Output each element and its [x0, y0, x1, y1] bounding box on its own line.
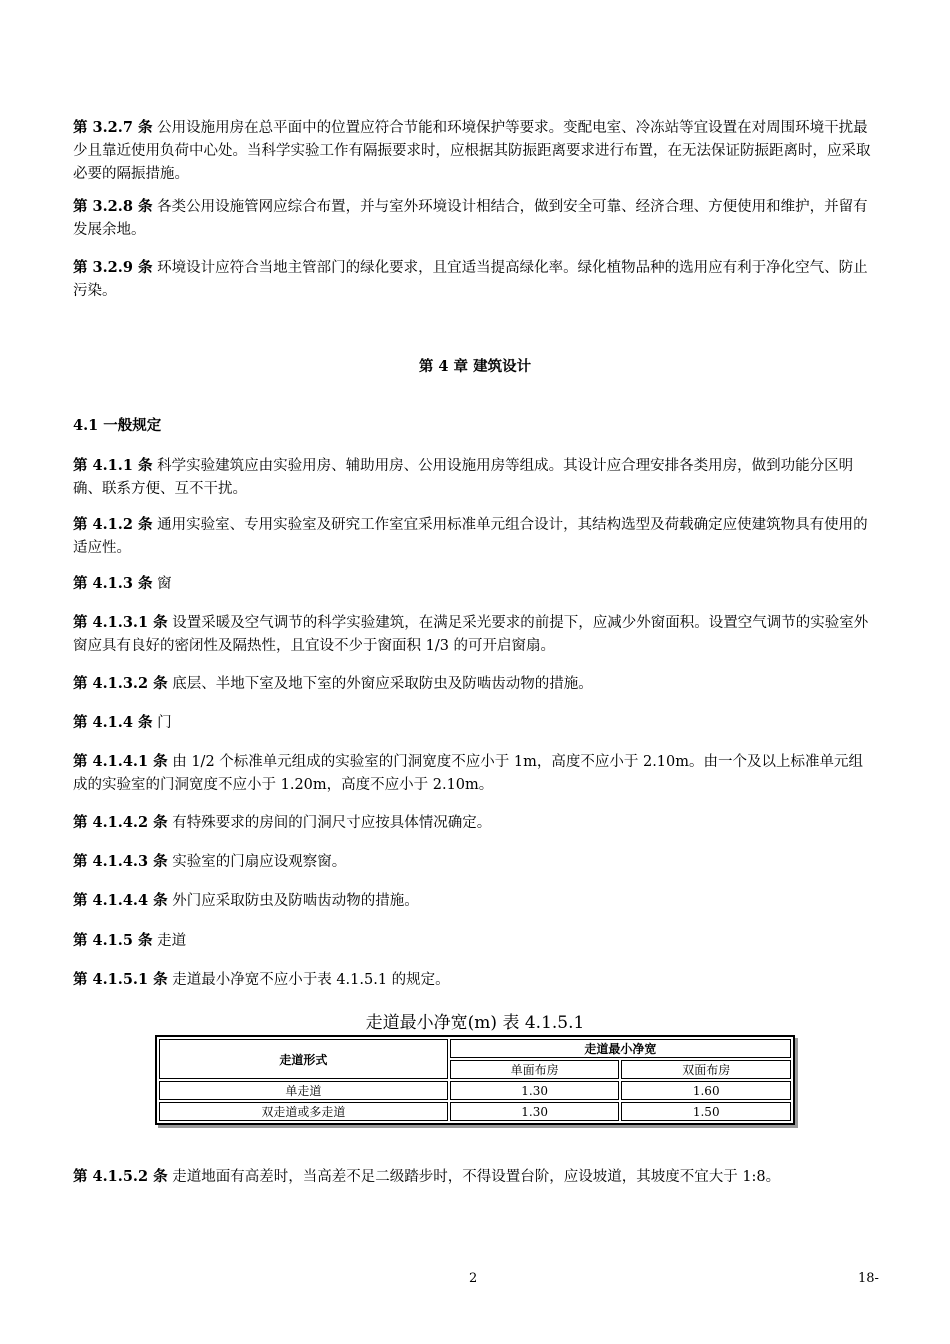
clause-label: 第 4.1.2 条: [73, 516, 153, 533]
cell-form: 单走道: [159, 1081, 448, 1100]
clause-4-1-3: [73, 572, 873, 596]
clause-label: 第 4.1.5 条: [73, 932, 153, 949]
table-row: [159, 1102, 791, 1121]
clause-3-2-7: [73, 116, 873, 186]
subheader-single-side: 单面布房: [450, 1060, 620, 1079]
clause-3-2-9: [73, 256, 873, 303]
clause-3-2-8: [73, 195, 873, 242]
clause-4-1-4-1: [73, 750, 873, 797]
clause-text: 走道: [152, 933, 187, 949]
clause-4-1-1: [73, 454, 873, 501]
header-corridor-form: 走道形式: [159, 1039, 448, 1079]
clause-text: 窗: [152, 576, 172, 592]
clause-label: 第 4.1.3.2 条: [73, 675, 168, 692]
clause-4-1-4-2: [73, 811, 873, 835]
page-number: 2: [469, 1271, 478, 1286]
section-title: 4.1 一般规定: [73, 417, 162, 434]
clause-label: 第 4.1.4.1 条: [73, 753, 168, 770]
clause-text: 底层、半地下室及地下室的外窗应采取防虫及防啮齿动物的措施。: [167, 676, 593, 692]
clause-text: 各类公用设施管网应综合布置，并与室外环境设计相结合，做到安全可靠、经济合理、方便使用和维护，并留有发展余地。: [73, 199, 868, 238]
cell-double: 1.50: [621, 1102, 791, 1121]
cell-form: 双走道或多走道: [159, 1102, 448, 1121]
clause-4-1-5-1: [73, 968, 873, 992]
clause-label: 第 4.1.4.4 条: [73, 892, 168, 909]
clause-label: 第 4.1.4.3 条: [73, 853, 168, 870]
clause-label: 第 4.1.3 条: [73, 575, 153, 592]
clause-label: 第 4.1.4 条: [73, 714, 153, 731]
chapter-title: 第 4 章 建筑设计: [418, 358, 532, 375]
clause-label: 第 4.1.1 条: [73, 457, 153, 474]
clause-text: 由 1/2 个标准单元组成的实验室的门洞宽度不应小于 1m，高度不应小于 2.10m。由一个及以上标准单元组成的实验室的门洞宽度不应小于 1.20m，高度不应小于 2.10m。: [73, 754, 863, 793]
cell-single: 1.30: [450, 1081, 620, 1100]
clause-text: 科学实验建筑应由实验用房、辅助用房、公用设施用房等组成。其设计应合理安排各类用房，做到功能分区明确、联系方便、互不干扰。: [73, 458, 854, 497]
clause-text: 环境设计应符合当地主管部门的绿化要求，且宜适当提高绿化率。绿化植物品种的选用应有利于净化空气、防止污染。: [73, 260, 868, 299]
clause-4-1-5: [73, 929, 873, 953]
clause-text: 门: [152, 715, 172, 731]
clause-text: 通用实验室、专用实验室及研究工作室宜采用标准单元组合设计，其结构选型及荷载确定应使建筑物具有使用的适应性。: [73, 517, 868, 556]
table-row: [159, 1081, 791, 1100]
clause-label: 第 4.1.4.2 条: [73, 814, 168, 831]
table-caption: 走道最小净宽(m) 表 4.1.5.1: [365, 1013, 585, 1033]
clause-4-1-5-2: [73, 1165, 843, 1189]
corridor-width-table: [155, 1035, 795, 1125]
clause-text: 有特殊要求的房间的门洞尺寸应按具体情况确定。: [167, 815, 492, 831]
clause-text: 实验室的门扇应设观察窗。: [167, 854, 347, 870]
cell-single: 1.30: [450, 1102, 620, 1121]
clause-text: 外门应采取防虫及防啮齿动物的措施。: [167, 893, 419, 909]
clause-4-1-4: [73, 711, 873, 735]
clause-label: 第 3.2.7 条: [73, 119, 153, 136]
clause-text: 走道最小净宽不应小于表 4.1.5.1 的规定。: [167, 972, 450, 988]
page-total: 18-: [858, 1271, 879, 1286]
clause-text: 设置采暖及空气调节的科学实验建筑，在满足采光要求的前提下，应减少外窗面积。设置空气调节的实验室外窗应具有良好的密闭性及隔热性，且宜设不少于窗面积 1/3 的可开启窗扇。: [73, 615, 869, 654]
clause-label: 第 4.1.5.2 条: [73, 1168, 168, 1185]
clause-text: 公用设施用房在总平面中的位置应符合节能和环境保护等要求。变配电室、冷冻站等宜设置在对周围环境干扰最少且靠近使用负荷中心处。当科学实验工作有隔振要求时，应根据其防振距离要求进行布置，在无法保证防振距离时，应采取必要的隔振措施。: [73, 120, 871, 182]
clause-label: 第 4.1.5.1 条: [73, 971, 168, 988]
clause-label: 第 4.1.3.1 条: [73, 614, 168, 631]
subheader-double-side: 双面布房: [621, 1060, 791, 1079]
header-min-width: 走道最小净宽: [450, 1039, 791, 1058]
clause-label: 第 3.2.9 条: [73, 259, 153, 276]
clause-4-1-4-4: [73, 889, 873, 913]
cell-double: 1.60: [621, 1081, 791, 1100]
clause-4-1-4-3: [73, 850, 873, 874]
clause-label: 第 3.2.8 条: [73, 198, 153, 215]
clause-4-1-2: [73, 513, 873, 560]
clause-text: 走道地面有高差时，当高差不足二级踏步时，不得设置台阶，应设坡道，其坡度不宜大于 1:8。: [167, 1169, 781, 1185]
clause-4-1-3-1: [73, 611, 873, 658]
clause-4-1-3-2: [73, 672, 873, 696]
